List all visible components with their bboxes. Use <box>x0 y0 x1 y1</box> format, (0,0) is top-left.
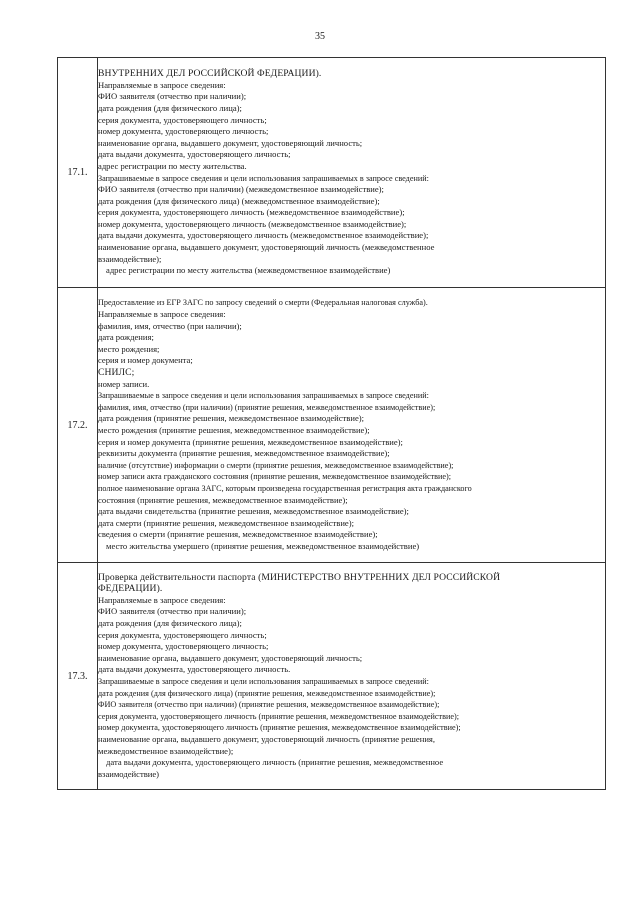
text-line: взаимодействие); <box>98 253 162 264</box>
text-line: Проверка действительности паспорта (МИНИСТЕРСТВО ВНУТРЕННИХ ДЕЛ РОССИЙСКОЙ <box>98 571 501 583</box>
table-row-17-3 <box>58 563 606 790</box>
text-line: место рождения; <box>98 343 160 354</box>
text-line: серия и номер документа (принятие решения, межведомственное взаимодействие); <box>98 436 403 447</box>
table-row-17-2 <box>58 288 606 563</box>
text-line: наименование органа, выдавшего документ, удостоверяющий личность (принятие решения, <box>98 733 436 744</box>
text-line: Предоставление из ЕГР ЗАГС по запросу сведений о смерти (Федеральная налоговая служба). <box>98 298 428 308</box>
text-line: сведения о смерти (принятие решения, межведомственное взаимодействие); <box>98 529 378 540</box>
text-line: дата выдачи свидетельства (принятие решения, межведомственное взаимодействие); <box>98 506 409 517</box>
text-line: фамилия, имя, отчество (при наличии); <box>98 320 242 331</box>
text-line: номер записи. <box>98 378 150 389</box>
text-line: дата рождения (для физического лица) (принятие решения, межведомственное взаимодействие); <box>98 688 436 698</box>
text-line: адрес регистрации по месту жительства. <box>98 160 247 171</box>
text-line: место рождения (принятие решения, межведомственное взаимодействие); <box>98 425 370 435</box>
row-content <box>98 563 606 790</box>
text-line: состояния (принятие решения, межведомственное взаимодействие); <box>98 494 348 505</box>
services-table <box>57 57 606 790</box>
text-line: дата выдачи документа, удостоверяющего личность (межведомственное взаимодействие); <box>98 230 429 241</box>
text-line: дата рождения (для физического лица); <box>98 618 242 629</box>
text-line: дата смерти (принятие решения, межведомственное взаимодействие); <box>98 517 354 528</box>
row-number: 17.2. <box>58 288 98 563</box>
text-line: дата рождения; <box>98 332 154 343</box>
text-line: Запрашиваемые в запросе сведения и цели использования запрашиваемых в запросе сведений: <box>98 677 429 686</box>
text-line: наличие (отсутствие) информации о смерти (принятие решения, межведомственное взаимодействие); <box>98 460 454 470</box>
text-line: Направляемые в запросе сведения: <box>98 79 226 90</box>
text-line: ФЕДЕРАЦИИ). <box>98 583 163 595</box>
text-line: серия и номер документа; <box>98 355 193 366</box>
text-line: Запрашиваемые в запросе сведения и цели использования запрашиваемых в запросе сведений: <box>98 173 429 183</box>
text-line: номер документа, удостоверяющего личность; <box>98 126 269 137</box>
text-line: серия документа, удостоверяющего личность (межведомственное взаимодействие); <box>98 207 405 218</box>
text-line: ВНУТРЕННИХ ДЕЛ РОССИЙСКОЙ ФЕДЕРАЦИИ). <box>98 68 322 80</box>
text-line: межведомственное взаимодействие); <box>98 745 234 756</box>
text-line: наименование органа, выдавшего документ, удостоверяющий личность; <box>98 137 363 148</box>
text-line: номер документа, удостоверяющего личность; <box>98 641 269 652</box>
text-line: дата рождения (принятие решения, межведомственное взаимодействие); <box>98 413 365 424</box>
text-line: ФИО заявителя (отчество при наличии) (принятие решения, межведомственное взаимодействие); <box>98 700 440 710</box>
row-number: 17.1. <box>58 58 98 288</box>
row-content <box>98 58 606 288</box>
text-line: номер документа, удостоверяющего личность (межведомственное взаимодействие); <box>98 218 407 229</box>
text-line: Направляемые в запросе сведения: <box>98 594 226 605</box>
text-line: ФИО заявителя (отчество при наличии); <box>98 91 247 102</box>
text-line: реквизиты документа (принятие решения, межведомственное взаимодействие); <box>98 448 390 459</box>
text-line: дата выдачи документа, удостоверяющего личность. <box>98 664 291 675</box>
text-line: наименование органа, выдавшего документ, удостоверяющий личность (межведомственное <box>98 242 435 253</box>
row-content <box>98 288 606 563</box>
text-line: дата рождения (для физического лица) (межведомственное взаимодействие); <box>98 195 380 206</box>
text-line: серия документа, удостоверяющего личность; <box>98 114 267 125</box>
text-line: дата выдачи документа, удостоверяющего личность (принятие решения, межведомственное <box>106 757 444 768</box>
text-line: наименование органа, выдавшего документ, удостоверяющий личность; <box>98 652 363 663</box>
text-line: номер документа, удостоверяющего личность (принятие решения, межведомственное взаимодействие); <box>98 723 461 733</box>
text-line: серия документа, удостоверяющего личность (принятие решения, межведомственное взаимодействие); <box>98 711 460 721</box>
row-number: 17.3. <box>58 563 98 790</box>
text-line: полное наименование органа ЗАГС, которым произведена государственная регистрация акта гражданского <box>98 483 472 493</box>
text-line: Направляемые в запросе сведения: <box>98 309 226 320</box>
text-line: ФИО заявителя (отчество при наличии); <box>98 606 247 617</box>
text-line: фамилия, имя, отчество (при наличии) (принятие решения, межведомственное взаимодействие); <box>98 402 436 412</box>
text-line: взаимодействие) <box>98 768 160 779</box>
text-line: серия документа, удостоверяющего личность; <box>98 629 267 640</box>
text-line: дата рождения (для физического лица); <box>98 102 242 113</box>
text-line: ФИО заявителя (отчество при наличии) (межведомственное взаимодействие); <box>98 184 384 195</box>
table-row-17-1 <box>58 58 606 288</box>
text-line: адрес регистрации по месту жительства (межведомственное взаимодействие) <box>106 265 391 276</box>
text-line: номер записи акта гражданского состояния (принятие решения, межведомственное взаимодействие); <box>98 472 452 482</box>
text-line: место жительства умершего (принятие решения, межведомственное взаимодействие) <box>106 540 420 551</box>
text-line: дата выдачи документа, удостоверяющего личность; <box>98 149 291 160</box>
text-line: Запрашиваемые в запросе сведения и цели использования запрашиваемых в запросе сведений: <box>98 391 429 401</box>
text-line: СНИЛС; <box>98 367 135 379</box>
page-number: 35 <box>315 31 325 42</box>
